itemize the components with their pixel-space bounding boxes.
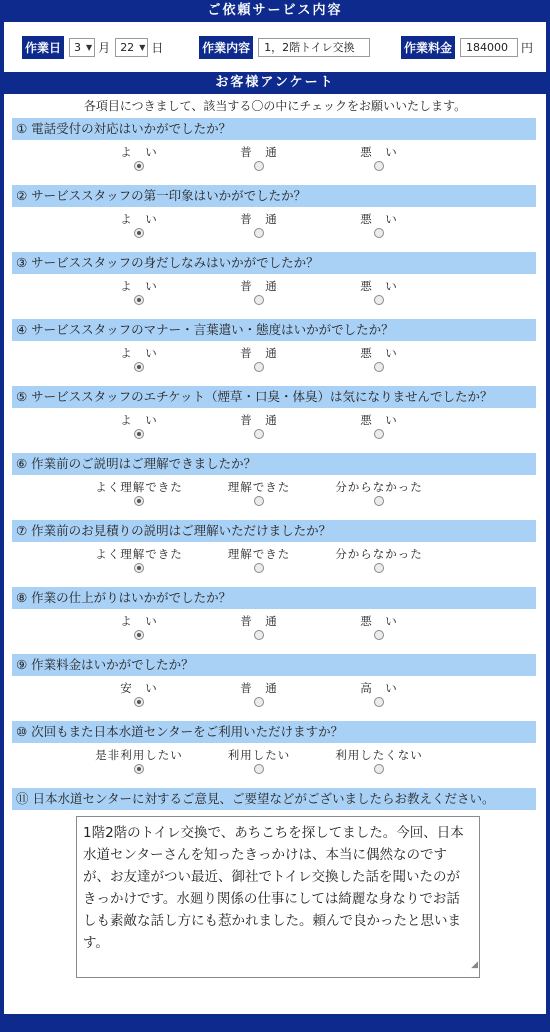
question-options [4,408,546,453]
radio-option[interactable] [314,547,444,576]
radio-option-label: 理解できた [227,480,291,494]
radio-option[interactable] [314,748,444,777]
work-fee-field[interactable]: 184000 [460,38,518,57]
radio-button[interactable] [374,563,384,573]
question-title: ⑤ サービススタッフのエチケット（煙草・口臭・体臭）は気になりませんでしたか？ [12,386,536,408]
radio-option-label: よ い [120,212,158,226]
month-select[interactable] [69,38,95,57]
radio-option-label: 悪 い [360,413,398,427]
radio-button[interactable] [374,161,384,171]
radio-option-label: よ い [120,279,158,293]
radio-option-label: 普 通 [240,614,278,628]
question-options [4,743,546,788]
radio-option[interactable] [314,279,444,308]
radio-option[interactable] [74,547,204,576]
radio-option-label: 分からなかった [335,480,423,494]
question-options [4,274,546,319]
radio-option-label: 普 通 [240,346,278,360]
question-title: ⑧ 作業の仕上がりはいかがでしたか？ [12,587,536,609]
survey-banner: お客様アンケート [4,72,546,94]
question-options [4,676,546,721]
question-options [4,542,546,587]
radio-option[interactable] [74,748,204,777]
radio-button[interactable] [134,228,144,238]
radio-option-label: 安 い [120,681,158,695]
radio-option[interactable] [74,413,204,442]
radio-option[interactable] [314,346,444,375]
work-content-field[interactable]: 1，2階トイレ交換 [258,38,370,57]
radio-button[interactable] [134,563,144,573]
question-title: ⑦ 作業前のお見積りの説明はご理解いただけましたか？ [12,520,536,542]
question-list [4,118,546,788]
radio-button[interactable] [134,764,144,774]
work-date-label: 作業日 [22,36,64,59]
chevron-down-icon: ▼ [86,42,93,52]
radio-button[interactable] [254,228,264,238]
radio-option-label: 普 通 [240,413,278,427]
radio-option-label: 理解できた [227,547,291,561]
question-options [4,140,546,185]
radio-option-label: 普 通 [240,145,278,159]
radio-option-label: 普 通 [240,279,278,293]
month-unit: 月 [98,40,111,55]
radio-option[interactable] [74,279,204,308]
question-title: ⑥ 作業前のご説明はご理解できましたか？ [12,453,536,475]
radio-button[interactable] [134,630,144,640]
radio-option-label: 悪 い [360,346,398,360]
radio-option[interactable] [194,614,324,643]
radio-option-label: よ い [120,346,158,360]
survey-instruction: 各項目につきまして、該当する〇の中にチェックをお願いいたします。 [83,99,467,113]
radio-option[interactable] [194,212,324,241]
day-select[interactable] [115,38,148,57]
radio-option-label: 分からなかった [335,547,423,561]
radio-button[interactable] [134,362,144,372]
radio-option-label: 是非利用したい [95,748,183,762]
month-value: 3 [74,40,82,54]
radio-option-label: 普 通 [240,212,278,226]
radio-option-label: よく理解できた [95,480,183,494]
radio-option[interactable] [314,212,444,241]
comment-textarea[interactable] [76,816,480,978]
radio-button[interactable] [374,362,384,372]
radio-option[interactable] [314,614,444,643]
work-fee-label: 作業料金 [401,36,455,59]
resize-grip-icon[interactable]: ◢ [471,960,478,970]
work-content-label: 作業内容 [199,36,253,59]
radio-button[interactable] [254,429,264,439]
radio-button[interactable] [374,295,384,305]
fee-unit: 円 [520,40,533,55]
radio-option-label: よく理解できた [95,547,183,561]
question-title: ⑩ 次回もまた日本水道センターをご利用いただけますか？ [12,721,536,743]
radio-option[interactable] [194,681,324,710]
question-title: ① 電話受付の対応はいかがでしたか？ [12,118,536,140]
radio-option-label: 悪 い [360,212,398,226]
radio-button[interactable] [254,161,264,171]
question-title: ⑨ 作業料金はいかがでしたか？ [12,654,536,676]
radio-option-label: よ い [120,145,158,159]
radio-option[interactable] [194,480,324,509]
radio-button[interactable] [374,630,384,640]
radio-button[interactable] [374,228,384,238]
day-value: 22 [120,40,135,54]
service-details-row [4,22,546,72]
radio-option-label: 普 通 [240,681,278,695]
radio-button[interactable] [254,496,264,506]
radio-option[interactable] [194,547,324,576]
question-options [4,341,546,386]
radio-option-label: 悪 い [360,279,398,293]
radio-option[interactable] [314,413,444,442]
comment-text: 1階2階のトイレ交換で、あちこちを探してました。今回、日本水道センターさんを知ったきっかけは、本当に偶然なのですが、お友達がつい最近、御社でトイレ交換した話を聞いたのがきっかけです。水廻り関係の仕事にしては綺麗な身なりでお話しも素敵な話し方にも惹かれました。頼んで良かったと思います。 [83,825,464,951]
radio-button[interactable] [254,630,264,640]
radio-button[interactable] [134,697,144,707]
question-title: ④ サービススタッフのマナー・言葉遣い・態度はいかがでしたか？ [12,319,536,341]
radio-button[interactable] [134,295,144,305]
radio-option[interactable] [194,413,324,442]
radio-option[interactable] [314,681,444,710]
radio-button[interactable] [134,496,144,506]
radio-button[interactable] [374,496,384,506]
radio-button[interactable] [254,697,264,707]
radio-option-label: よ い [120,614,158,628]
radio-option[interactable] [74,681,204,710]
radio-button[interactable] [254,295,264,305]
radio-option[interactable] [74,480,204,509]
radio-button[interactable] [374,764,384,774]
radio-option[interactable] [194,279,324,308]
radio-button[interactable] [134,161,144,171]
radio-option[interactable] [74,346,204,375]
radio-option[interactable] [74,614,204,643]
radio-option-label: 利用したい [227,748,291,762]
radio-button[interactable] [374,429,384,439]
radio-option-label: 高 い [360,681,398,695]
radio-option[interactable] [74,212,204,241]
question-options [4,475,546,520]
question-options [4,609,546,654]
chevron-down-icon: ▼ [139,42,146,52]
service-banner: ご依頼サービス内容 [4,0,546,22]
footer-bar [4,1014,550,1032]
radio-option-label: 悪 い [360,614,398,628]
radio-option-label: よ い [120,413,158,427]
radio-button[interactable] [254,362,264,372]
day-unit: 日 [151,40,164,55]
radio-option[interactable] [194,346,324,375]
radio-button[interactable] [254,563,264,573]
comment-question-title: ⑪ 日本水道センターに対するご意見、ご要望などがございましたらお教えください。 [12,788,536,810]
radio-option[interactable] [74,145,204,174]
radio-option[interactable] [194,748,324,777]
radio-option[interactable] [314,480,444,509]
radio-button[interactable] [374,697,384,707]
question-title: ③ サービススタッフの身だしなみはいかがでしたか？ [12,252,536,274]
radio-option[interactable] [194,145,324,174]
comment-section [4,810,546,978]
radio-option[interactable] [314,145,444,174]
question-title: ② サービススタッフの第一印象はいかがでしたか？ [12,185,536,207]
radio-button[interactable] [134,429,144,439]
radio-option-label: 悪 い [360,145,398,159]
radio-button[interactable] [254,764,264,774]
question-options [4,207,546,252]
radio-option-label: 利用したくない [335,748,423,762]
